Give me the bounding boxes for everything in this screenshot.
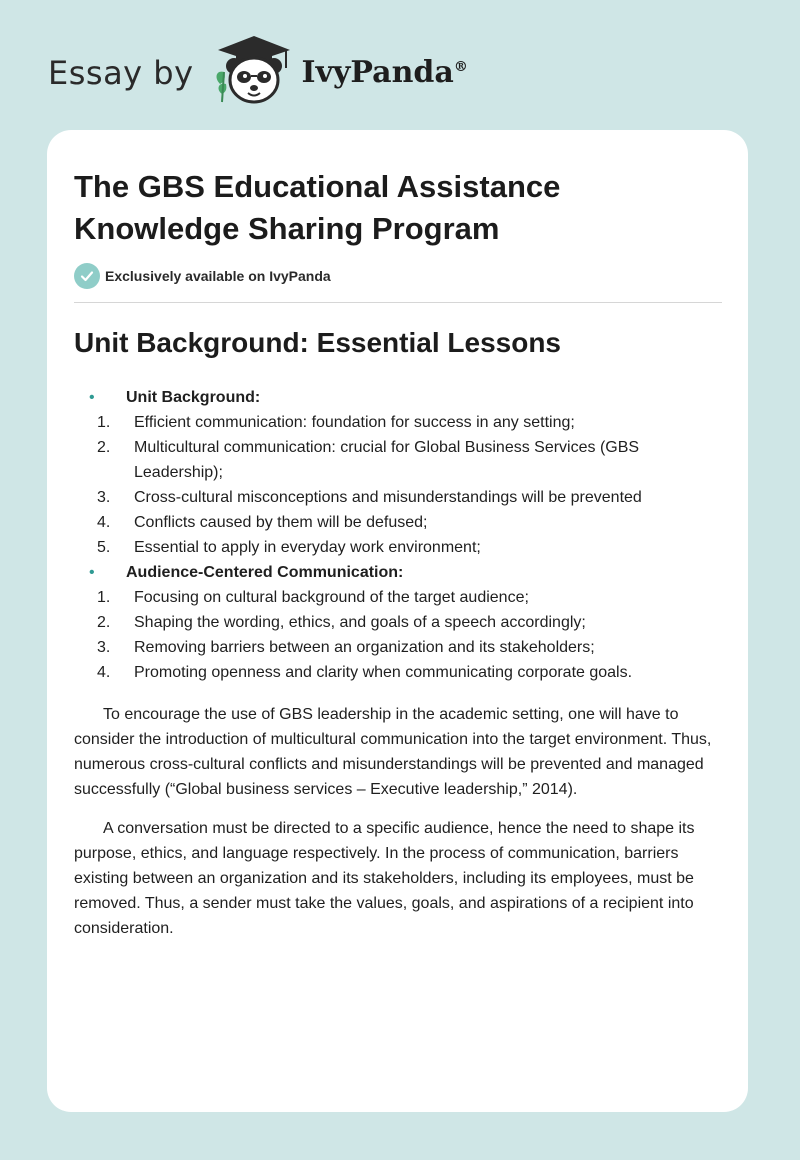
brand-prefix: Essay by [48, 53, 194, 92]
bullet-label: Unit Background: [126, 389, 261, 406]
list-item: 1. Focusing on cultural background of the target audience; [97, 589, 529, 606]
numbered-list [74, 585, 724, 685]
list-item: 4. Conflicts caused by them will be defused; [97, 514, 428, 531]
exclusive-badge [74, 263, 331, 289]
bullet-item [74, 385, 724, 410]
bullet-item [74, 560, 724, 585]
essay-title: The GBS Educational Assistance Knowledge Sharing Program [74, 169, 561, 246]
section-heading: Unit Background: Essential Lessons [74, 327, 561, 358]
list-item: 2. Shaping the wording, ethics, and goals of a speech accordingly; [97, 614, 586, 631]
panda-logo-icon [212, 34, 296, 111]
divider [74, 302, 722, 303]
list-item: 3. Removing barriers between an organization and its stakeholders; [97, 639, 595, 656]
exclusive-label: Exclusively available on IvyPanda [105, 268, 331, 284]
outline-list [74, 385, 724, 685]
body-text [74, 702, 724, 955]
brand-logo[interactable] [48, 34, 468, 111]
brand-name: IvyPanda® [301, 55, 468, 90]
bullet-icon: • [89, 389, 95, 406]
paragraph: To encourage the use of GBS leadership in the academic setting, one will have to consider the introduction of multicultural communication into the target environment. Thus, numerous cross-cultural conflicts and misunderstandings will be prevented and managed successfully (“Global business services – Executive leadership,” 2014). [74, 706, 712, 798]
list-item: 1. Efficient communication: foundation for success in any setting; [97, 414, 575, 431]
essay-card [47, 130, 748, 1112]
numbered-list [74, 410, 724, 560]
list-item: 2. Multicultural communication: crucial for Global Business Services (GBS Leadership); [97, 439, 640, 481]
bullet-icon: • [89, 564, 95, 581]
paragraph: A conversation must be directed to a specific audience, hence the need to shape its purpose, ethics, and language respectively. In the process of communication, barriers existing between an organization and its stakeholders, including its employees, must be removed. Thus, a sender must take the values, goals, and aspirations of a recipient into consideration. [74, 820, 695, 937]
list-item: 5. Essential to apply in everyday work environment; [97, 539, 481, 556]
bullet-label: Audience-Centered Communication: [126, 564, 404, 581]
registered-mark: ® [453, 59, 468, 75]
list-item: 4. Promoting openness and clarity when communicating corporate goals. [97, 664, 633, 681]
list-item: 3. Cross-cultural misconceptions and misunderstandings will be prevented [97, 489, 642, 506]
check-icon [74, 263, 100, 289]
